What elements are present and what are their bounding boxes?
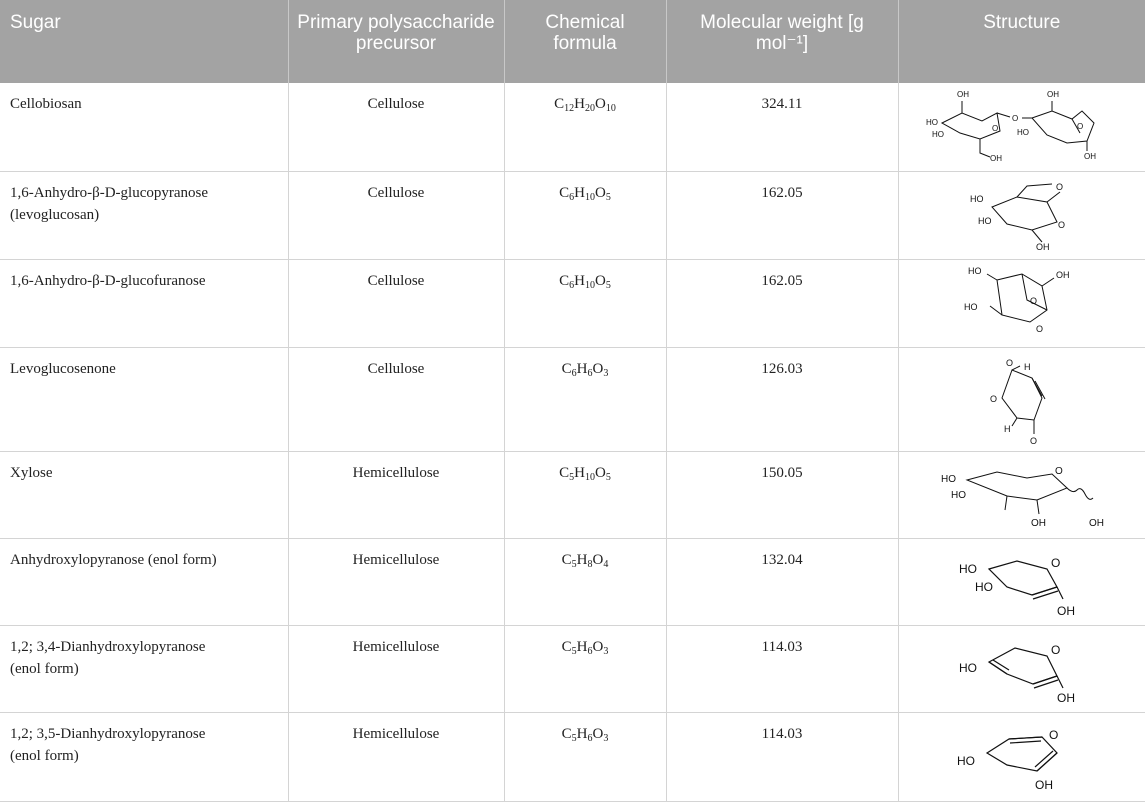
svg-text:O: O xyxy=(1011,114,1018,123)
structure-cell xyxy=(898,83,1145,171)
precursor-cell: Hemicellulose xyxy=(288,538,504,625)
precursor-cell: Hemicellulose xyxy=(288,625,504,712)
structure-cell xyxy=(898,538,1145,625)
header-structure: Structure xyxy=(898,0,1145,83)
svg-text:HO: HO xyxy=(940,473,956,485)
svg-text:HO: HO xyxy=(956,753,975,768)
svg-text:O: O xyxy=(1076,122,1083,131)
table-row xyxy=(0,83,1145,171)
formula-cell: $C_6H_{10}O_5$ xyxy=(504,171,666,259)
table-row xyxy=(0,538,1145,625)
svg-text:OH: OH xyxy=(956,90,969,99)
svg-text:HO: HO xyxy=(967,265,982,276)
svg-text:HO: HO xyxy=(925,118,938,127)
molecular-weight-cell: 132.04 xyxy=(666,538,898,625)
svg-text:O: O xyxy=(1029,435,1037,446)
precursor-cell: Hemicellulose xyxy=(288,712,504,801)
svg-text:OH: OH xyxy=(1055,269,1070,280)
svg-text:O: O xyxy=(1050,642,1061,657)
cellobiosan-structure-icon xyxy=(922,83,1122,163)
sugar-name-cell xyxy=(0,83,288,171)
structure-cell xyxy=(898,625,1145,712)
molecular-weight-cell: 114.03 xyxy=(666,712,898,801)
sugar-name: 1,2; 3,4-Dianhydroxylopyranose xyxy=(10,638,206,655)
molecular-weight-cell: 126.03 xyxy=(666,347,898,451)
table-row xyxy=(0,625,1145,712)
sugar-name: Levoglucosenone xyxy=(10,360,116,377)
formula-cell: $C_5H_6O_3$ xyxy=(504,712,666,801)
svg-text:O: O xyxy=(989,393,997,404)
molecular-weight-cell: 150.05 xyxy=(666,451,898,538)
svg-text:HO: HO xyxy=(931,130,944,139)
sugar-name-cell xyxy=(0,712,288,801)
formula-cell: $C_5H_{10}O_5$ xyxy=(504,451,666,538)
precursor-cell: Cellulose xyxy=(288,347,504,451)
precursor-cell: Hemicellulose xyxy=(288,451,504,538)
structure-cell xyxy=(898,712,1145,801)
svg-text:O: O xyxy=(1005,357,1013,368)
levoglucosan-structure-icon xyxy=(952,172,1092,254)
formula-cell: $C_{12}H_{20}O_{10}$ xyxy=(504,83,666,171)
anhydroxylopyranose-structure-icon xyxy=(937,539,1107,623)
svg-text:HO: HO xyxy=(963,301,978,312)
sugar-name-cell xyxy=(0,625,288,712)
svg-text:O: O xyxy=(1055,181,1063,192)
precursor-cell: Cellulose xyxy=(288,259,504,347)
molecular-weight-cell: 324.11 xyxy=(666,83,898,171)
sugar-name-line2: (enol form) xyxy=(10,660,79,677)
formula-cell: $C_6H_6O_3$ xyxy=(504,347,666,451)
sugar-name-line2: (enol form) xyxy=(10,747,79,764)
svg-text:H: H xyxy=(1023,361,1031,372)
table-row xyxy=(0,712,1145,801)
structure-cell xyxy=(898,451,1145,538)
table-row xyxy=(0,259,1145,347)
molecular-weight-cell: 162.05 xyxy=(666,171,898,259)
svg-text:OH: OH xyxy=(1046,90,1059,99)
sugar-name: Xylose xyxy=(10,464,53,481)
formula-cell: $C_5H_6O_3$ xyxy=(504,625,666,712)
table-row xyxy=(0,451,1145,538)
table-row xyxy=(0,347,1145,451)
xylose-structure-icon xyxy=(927,452,1117,536)
sugar-name-line2: (levoglucosan) xyxy=(10,206,100,223)
sugar-name: 1,6-Anhydro-β-D-glucofuranose xyxy=(10,272,206,289)
svg-text:O: O xyxy=(1057,219,1065,230)
header-formula: Chemical formula xyxy=(504,0,666,83)
sugar-name-cell xyxy=(0,171,288,259)
glucofuranose-structure-icon xyxy=(952,260,1092,344)
svg-text:O: O xyxy=(1029,295,1037,306)
precursor-cell: Cellulose xyxy=(288,83,504,171)
formula-cell: $C_6H_{10}O_5$ xyxy=(504,259,666,347)
sugar-name: Anhydroxylopyranose (enol form) xyxy=(10,551,217,568)
svg-text:O: O xyxy=(1035,323,1043,334)
table-row xyxy=(0,171,1145,259)
dianhydroxylopyranose-34-structure-icon xyxy=(937,626,1107,710)
precursor-cell: Cellulose xyxy=(288,171,504,259)
sugar-name: Cellobiosan xyxy=(10,96,82,112)
levoglucosenone-structure-icon xyxy=(962,348,1082,448)
sugar-name-cell xyxy=(0,347,288,451)
sugar-name: 1,6-Anhydro-β-D-glucopyranose xyxy=(10,184,208,201)
dianhydroxylopyranose-35-structure-icon xyxy=(937,713,1107,797)
svg-text:H: H xyxy=(1003,423,1011,434)
sugar-name-cell xyxy=(0,538,288,625)
svg-text:O: O xyxy=(1054,465,1063,477)
svg-text:OH: OH xyxy=(1034,777,1053,792)
structure-cell xyxy=(898,171,1145,259)
sugar-name-cell xyxy=(0,451,288,538)
svg-text:HO: HO xyxy=(958,660,977,675)
structure-cell xyxy=(898,259,1145,347)
svg-text:OH: OH xyxy=(989,154,1002,163)
svg-text:HO: HO xyxy=(1016,128,1029,137)
svg-text:HO: HO xyxy=(969,193,984,204)
svg-text:O: O xyxy=(1050,555,1061,570)
svg-text:OH: OH xyxy=(1035,241,1050,252)
svg-text:O: O xyxy=(991,124,998,133)
sugar-name-cell xyxy=(0,259,288,347)
header-precursor: Primary polysaccharide precursor xyxy=(288,0,504,83)
svg-text:OH: OH xyxy=(1030,517,1046,529)
molecular-weight-cell: 162.05 xyxy=(666,259,898,347)
header-sugar: Sugar xyxy=(0,0,288,83)
svg-text:OH: OH xyxy=(1083,152,1096,161)
svg-text:O: O xyxy=(1048,727,1059,742)
svg-text:HO: HO xyxy=(958,561,977,576)
svg-text:HO: HO xyxy=(977,215,992,226)
sugar-name: 1,2; 3,5-Dianhydroxylopyranose xyxy=(10,725,206,742)
svg-text:OH: OH xyxy=(1056,603,1075,618)
svg-text:HO: HO xyxy=(974,579,993,594)
header-molecular-weight: Molecular weight [g mol⁻¹] xyxy=(666,0,898,83)
header-row xyxy=(0,0,1145,83)
svg-text:OH: OH xyxy=(1056,690,1075,705)
svg-text:OH: OH xyxy=(1088,517,1104,529)
structure-cell xyxy=(898,347,1145,451)
svg-text:HO: HO xyxy=(950,489,966,501)
molecular-weight-cell: 114.03 xyxy=(666,625,898,712)
formula-cell: $C_5H_8O_4$ xyxy=(504,538,666,625)
